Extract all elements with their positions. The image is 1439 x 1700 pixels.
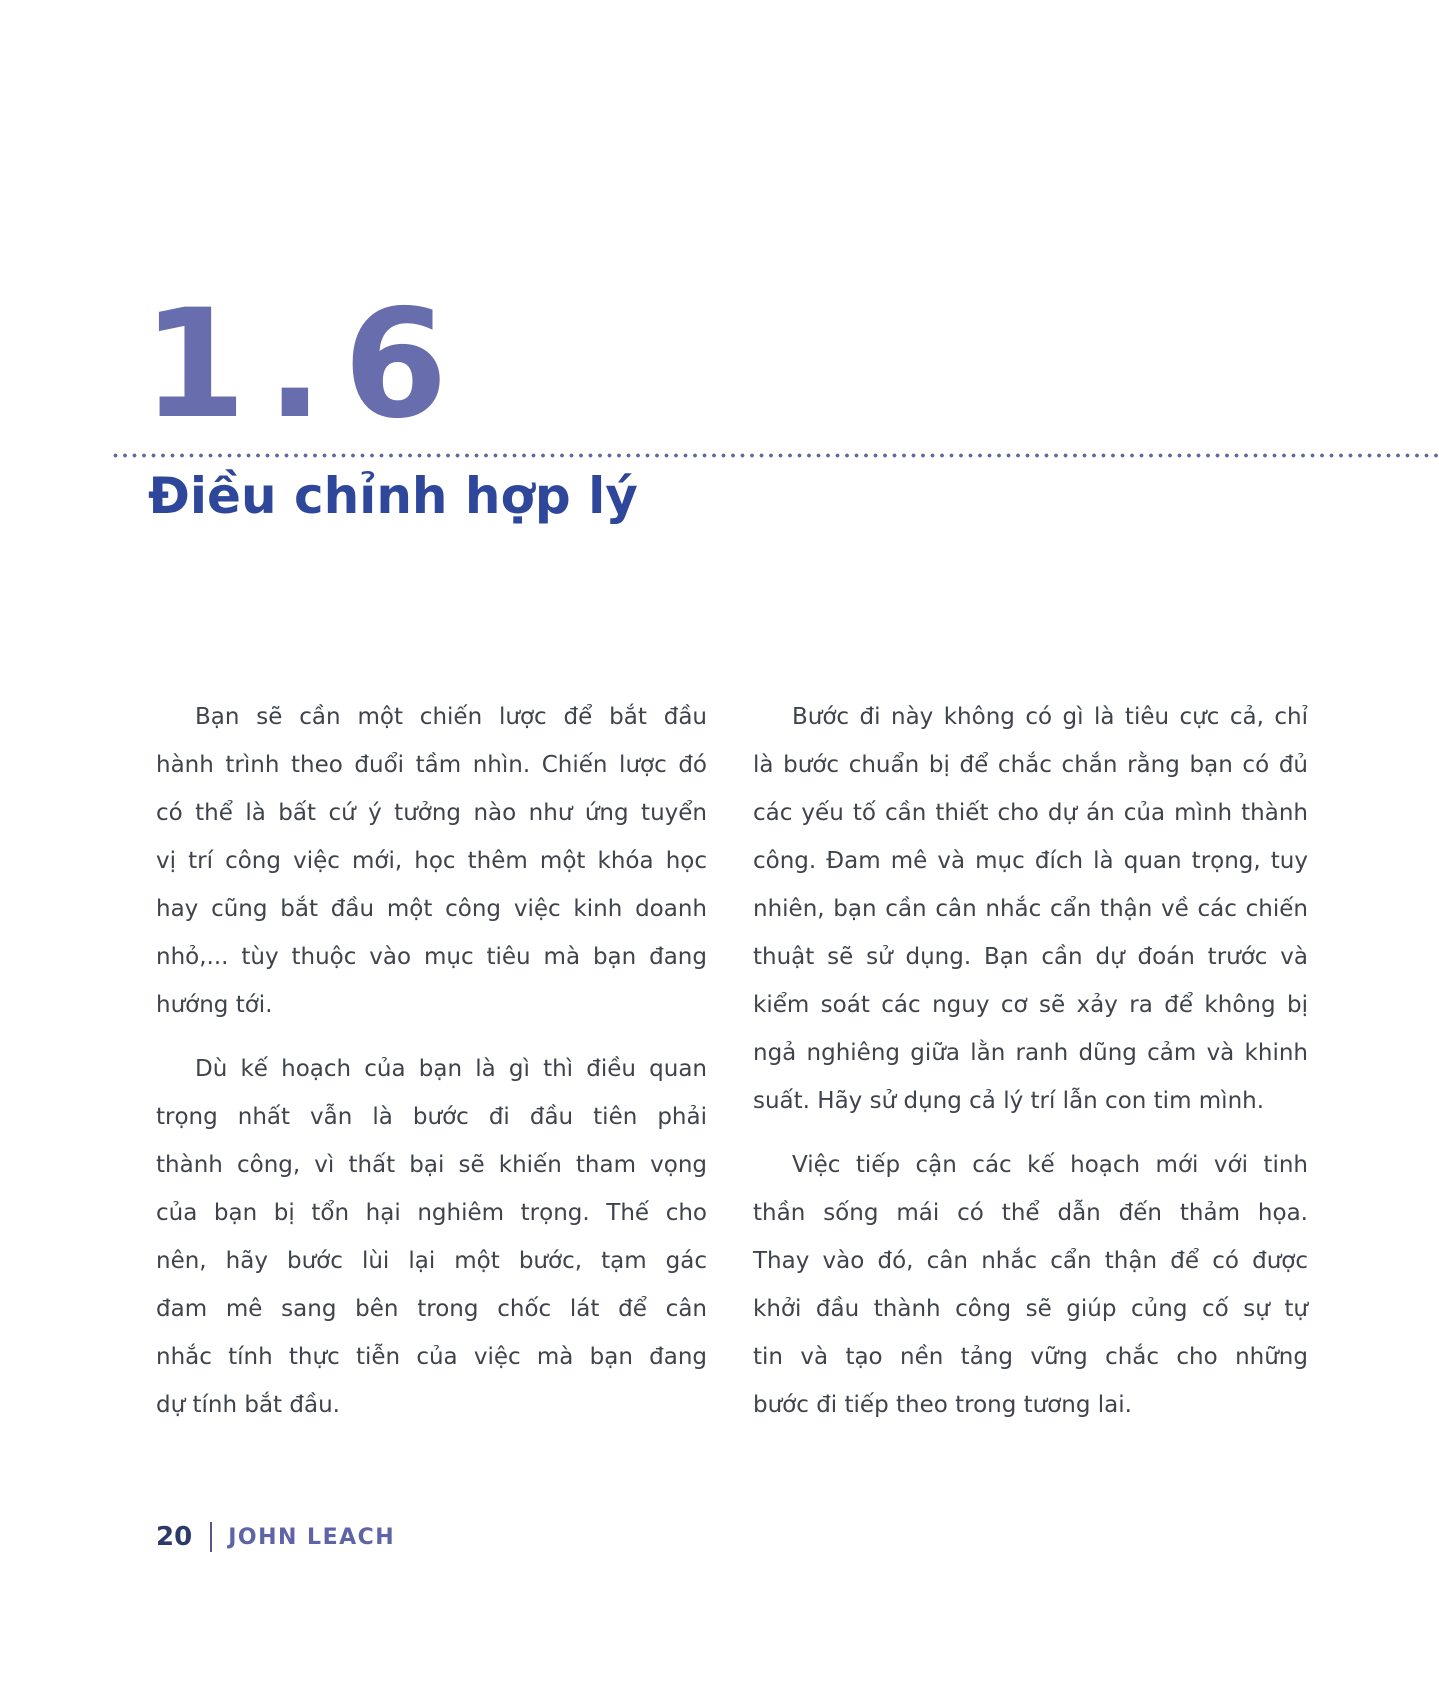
text-line: bước đi tiếp theo trong tương lai.	[753, 1392, 1132, 1418]
text-line: hay cũng bắt đầu một công việc kinh doanh	[156, 896, 707, 922]
text-line: nhắc tính thực tiễn của việc mà bạn đang	[156, 1344, 707, 1370]
paragraph	[753, 693, 1308, 1125]
text-line: thần sống mái có thể dẫn đến thảm họa.	[753, 1200, 1308, 1226]
text-line: khởi đầu thành công sẽ giúp củng cố sự tự	[753, 1296, 1308, 1322]
text-line: của bạn bị tổn hại nghiêm trọng. Thế cho	[156, 1200, 707, 1226]
text-line: nhỏ,... tùy thuộc vào mục tiêu mà bạn đang	[156, 944, 707, 970]
text-line: Bạn sẽ cần một chiến lược để bắt đầu	[195, 704, 707, 730]
page-footer	[156, 1522, 395, 1552]
text-line: hướng tới.	[156, 992, 273, 1018]
left-column	[156, 693, 707, 1429]
text-line: thành công, vì thất bại sẽ khiến tham vọng	[156, 1152, 707, 1178]
text-line: ngả nghiêng giữa lằn ranh dũng cảm và khinh	[753, 1040, 1308, 1066]
text-line: vị trí công việc mới, học thêm một khóa học	[156, 848, 707, 874]
body-columns	[156, 693, 1308, 1429]
chapter-title: Điều chỉnh hợp lý	[148, 467, 638, 525]
page-number: 20	[156, 1522, 193, 1552]
text-line: đam mê sang bên trong chốc lát để cân	[156, 1296, 707, 1322]
footer-divider	[210, 1522, 212, 1552]
paragraph	[156, 693, 707, 1029]
text-line: các yếu tố cần thiết cho dự án của mình thành	[753, 800, 1308, 826]
text-line: Bước đi này không có gì là tiêu cực cả, chỉ	[792, 704, 1308, 730]
text-line: nhiên, bạn cần cân nhắc cẩn thận về các chiến	[753, 896, 1308, 922]
text-line: suất. Hãy sử dụng cả lý trí lẫn con tim mình.	[753, 1088, 1265, 1114]
section-number: 1.6	[142, 278, 468, 452]
paragraph	[156, 1045, 707, 1429]
text-line: Việc tiếp cận các kế hoạch mới với tinh	[792, 1152, 1308, 1178]
text-line: nên, hãy bước lùi lại một bước, tạm gác	[156, 1248, 707, 1274]
dotted-divider	[113, 453, 1439, 459]
paragraph	[753, 1141, 1308, 1429]
text-line: có thể là bất cứ ý tưởng nào như ứng tuyển	[156, 800, 707, 826]
text-line: hành trình theo đuổi tầm nhìn. Chiến lược đó	[156, 752, 707, 778]
text-line: thuật sẽ sử dụng. Bạn cần dự đoán trước và	[753, 944, 1308, 970]
text-line: dự tính bắt đầu.	[156, 1392, 340, 1418]
text-line: trọng nhất vẫn là bước đi đầu tiên phải	[156, 1104, 707, 1130]
text-line: Thay vào đó, cân nhắc cẩn thận để có được	[753, 1248, 1308, 1274]
text-line: Dù kế hoạch của bạn là gì thì điều quan	[195, 1056, 707, 1082]
text-line: công. Đam mê và mục đích là quan trọng, tuy	[753, 848, 1308, 874]
right-column	[753, 693, 1308, 1429]
text-line: là bước chuẩn bị để chắc chắn rằng bạn có đủ	[753, 752, 1308, 778]
author-name: JOHN LEACH	[228, 1524, 396, 1550]
text-line: kiểm soát các nguy cơ sẽ xảy ra để không bị	[753, 992, 1308, 1018]
text-line: tin và tạo nền tảng vững chắc cho những	[753, 1344, 1308, 1370]
